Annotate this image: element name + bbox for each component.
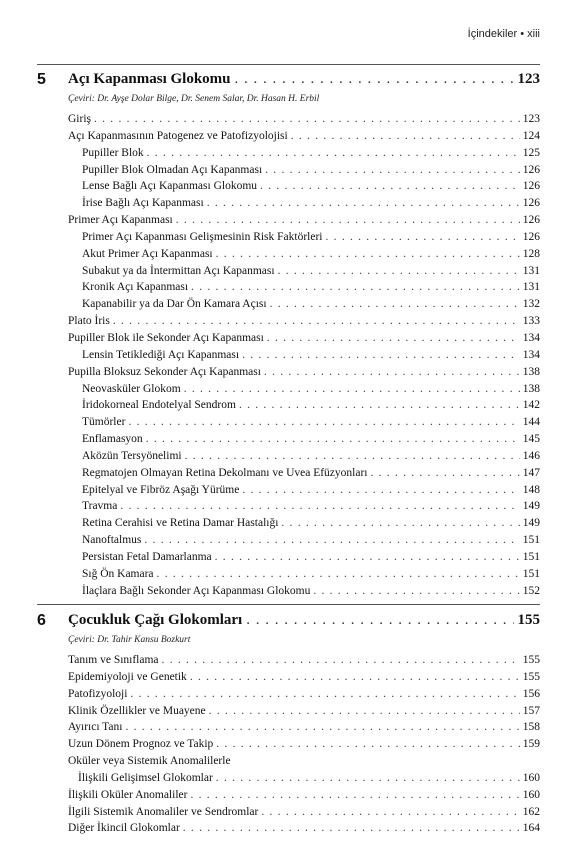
dot-leader [291, 128, 520, 145]
toc-entry[interactable] [68, 330, 540, 347]
toc-entry-label: Ayırıcı Tanı [68, 721, 123, 734]
toc-entry-label: İrise Bağlı Açı Kapanması [82, 197, 204, 210]
toc-entry-page: 128 [522, 247, 540, 260]
dot-leader [144, 532, 519, 549]
toc-entry-page: 151 [522, 534, 540, 547]
dot-leader [157, 566, 520, 583]
toc-entry-label: Lense Bağlı Açı Kapanması Glokomu [82, 180, 258, 193]
dot-leader [278, 263, 520, 280]
toc-entry-label: Kapanabilir ya da Dar Ön Kamara Açısı [82, 298, 267, 311]
dot-leader [176, 212, 520, 229]
toc-entry[interactable] [68, 804, 540, 821]
toc-entry-page: 124 [522, 129, 540, 142]
toc-entry-page: 149 [522, 500, 540, 513]
toc-entry-page: 156 [522, 687, 540, 700]
toc-entry[interactable] [68, 482, 540, 499]
toc-entry[interactable] [68, 296, 540, 313]
toc-entries [68, 652, 540, 837]
toc-entry[interactable] [68, 736, 540, 753]
dot-leader [216, 736, 519, 753]
toc-entry-page: 123 [522, 113, 540, 125]
toc-entry-label: Persistan Fetal Damarlanma [82, 550, 212, 563]
dot-leader [267, 330, 520, 347]
toc-entry[interactable] [68, 549, 540, 566]
toc-entry-page: 134 [522, 348, 540, 361]
toc-entry-page: 131 [522, 264, 540, 277]
dot-leader [120, 498, 519, 515]
chapter-number: 5 [37, 71, 46, 88]
dot-leader [191, 279, 520, 296]
toc-entry-label: İlişkili Gelişimsel Glokomlar [78, 771, 213, 784]
dot-leader [94, 111, 520, 128]
dot-leader [239, 397, 520, 414]
toc-entry[interactable] [68, 669, 540, 686]
toc-entry-page: 152 [522, 584, 540, 597]
dot-leader [281, 515, 519, 532]
toc-entry[interactable] [68, 111, 540, 128]
toc-entry-label: İridokorneal Endotelyal Sendrom [82, 399, 236, 412]
dot-leader [326, 229, 520, 246]
toc-entry[interactable] [68, 381, 540, 398]
toc-entry-label: İlişkili Oküler Anomaliler [68, 788, 188, 801]
toc-entry-label: Açı Kapanmasının Patogenez ve Patofizyolojisi [68, 129, 288, 142]
dot-leader [216, 770, 520, 787]
chapter-5-section [37, 71, 540, 599]
toc-entry-page: 148 [522, 483, 540, 496]
toc-entry-page: 126 [522, 163, 540, 176]
toc-entry-page: 131 [522, 281, 540, 294]
toc-entry-page: 138 [522, 365, 540, 378]
dot-leader [183, 820, 520, 837]
dot-leader [235, 71, 514, 88]
toc-entry-page: 126 [522, 214, 540, 227]
toc-entry-label: Kronik Açı Kapanması [82, 281, 189, 294]
toc-entry-label: Tanım ve Sınıflama [68, 654, 159, 666]
toc-entry-label: Pupilla Bloksuz Sekonder Açı Kapanması [68, 365, 261, 378]
toc-entry-label: Oküler veya Sistemik Anomalilerle [68, 755, 231, 768]
dot-leader [184, 381, 520, 398]
dot-leader [270, 296, 520, 313]
running-head: İçindekiler • xiii [467, 28, 540, 40]
toc-entry[interactable] [68, 212, 540, 229]
toc-entry[interactable] [68, 431, 540, 448]
toc-entry-page: 147 [522, 466, 540, 479]
toc-entry-label: Plato İris [68, 315, 110, 328]
toc-entry-label: Neovasküler Glokom [82, 382, 181, 395]
toc-entry-page: 133 [522, 315, 540, 328]
toc-entry[interactable] [68, 313, 540, 330]
toc-entry[interactable] [68, 686, 540, 703]
toc-entry-label: Giriş [68, 113, 91, 125]
toc-entry[interactable] [68, 364, 540, 381]
toc-entry[interactable] [68, 532, 540, 549]
dot-leader [246, 612, 513, 629]
toc-entry[interactable] [68, 128, 540, 145]
toc-entry[interactable] [68, 583, 540, 600]
toc-entry[interactable] [68, 719, 540, 736]
toc-entry-label: Lensin Tetiklediği Açı Kapanması [82, 348, 240, 361]
toc-entry-page: 160 [522, 788, 540, 801]
chapter-6-rule [37, 604, 540, 605]
chapter-6-section [37, 612, 540, 837]
dot-leader [146, 431, 520, 448]
toc-entry-label: Pupiller Blok ile Sekonder Açı Kapanması [68, 331, 264, 344]
toc-entry-page: 126 [522, 180, 540, 193]
toc-entry-page: 132 [522, 298, 540, 311]
toc-entry-label: Retina Cerahisi ve Retina Damar Hastalığı [82, 517, 279, 530]
dot-leader [265, 162, 520, 179]
toc-entry-label: Akut Primer Açı Kapanması [82, 247, 213, 260]
toc-entry[interactable] [68, 820, 540, 837]
toc-entry-page: 146 [522, 449, 540, 462]
toc-entry-label: Patofizyoloji [68, 687, 128, 700]
toc-entry-page: 151 [522, 567, 540, 580]
toc-entry[interactable] [68, 414, 540, 431]
dot-leader [261, 804, 519, 821]
dot-leader [242, 347, 520, 364]
chapter-page: 155 [517, 612, 540, 628]
toc-entry[interactable] [68, 753, 540, 770]
toc-entry-page: 149 [522, 517, 540, 530]
chapter-5-rule [37, 64, 540, 65]
toc-entry[interactable] [68, 162, 540, 179]
toc-entry-label: Epitelyal ve Fibröz Aşağı Yürüme [82, 483, 240, 496]
toc-entry[interactable] [68, 263, 540, 280]
toc-entry[interactable] [68, 787, 540, 804]
toc-entry-label: Sığ Ön Kamara [82, 567, 154, 580]
toc-entry-label: Subakut ya da İntermittan Açı Kapanması [82, 264, 275, 277]
toc-entry[interactable] [68, 566, 540, 583]
toc-entry-page: 142 [522, 399, 540, 412]
dot-leader [209, 703, 520, 720]
dot-leader [162, 652, 520, 669]
toc-entry[interactable] [68, 178, 540, 195]
toc-entry-page: 145 [522, 433, 540, 446]
toc-entry-page: 162 [522, 805, 540, 818]
toc-entry-page: 155 [522, 654, 540, 666]
toc-entry[interactable] [68, 770, 540, 787]
dot-leader [113, 313, 520, 330]
toc-entry-label: Tümörler [82, 416, 126, 429]
toc-entry-label: Diğer İkincil Glokomlar [68, 822, 180, 835]
toc-entry[interactable] [68, 246, 540, 263]
toc-entry[interactable] [68, 703, 540, 720]
chapter-translators: Çeviri: Dr. Tahir Kansu Bozkurt [68, 635, 191, 645]
dot-leader [216, 246, 520, 263]
toc-entry-label: Epidemiyoloji ve Genetik [68, 670, 187, 683]
toc-entry[interactable] [68, 279, 540, 296]
dot-leader [371, 465, 520, 482]
toc-entry-page: 134 [522, 331, 540, 344]
toc-entry[interactable] [68, 515, 540, 532]
toc-entry-page: 126 [522, 230, 540, 243]
dot-leader [185, 448, 520, 465]
dot-leader [215, 549, 520, 566]
toc-entry-page: 155 [522, 670, 540, 683]
toc-entry[interactable] [68, 498, 540, 515]
chapter-number: 6 [37, 612, 46, 629]
dot-leader [207, 195, 520, 212]
toc-entry-page: 125 [522, 146, 540, 159]
toc-entry-label: Pupiller Blok [82, 146, 144, 159]
toc-entry[interactable] [68, 448, 540, 465]
toc-entry-page: 151 [522, 550, 540, 563]
toc-entry[interactable] [68, 397, 540, 414]
toc-entry-page: 164 [522, 822, 540, 835]
toc-entry-label: Pupiller Blok Olmadan Açı Kapanması [82, 163, 263, 176]
chapter-translators: Çeviri: Dr. Ayşe Dolar Bilge, Dr. Senem Salar, Dr. Hasan H. Erbil [68, 94, 320, 104]
toc-entry-label: Primer Açı Kapanması Gelişmesinin Risk Faktörleri [82, 230, 323, 243]
toc-entry[interactable] [68, 145, 540, 162]
dot-leader [125, 719, 519, 736]
toc-entry-label: Enflamasyon [82, 433, 143, 446]
toc-entry-page: 160 [522, 771, 540, 784]
toc-entry-page: 158 [522, 721, 540, 734]
toc-entry-label: Nanoftalmus [82, 534, 142, 547]
toc-entry[interactable] [68, 652, 540, 669]
toc-entry-page: 159 [522, 738, 540, 751]
toc-entry-page: 126 [522, 197, 540, 210]
toc-entry-label: İlgili Sistemik Anomaliler ve Sendromlar [68, 805, 259, 818]
toc-entry-label: İlaçlara Bağlı Sekonder Açı Kapanması Glokomu [82, 584, 311, 597]
toc-entries [68, 111, 540, 599]
toc-entry[interactable] [68, 347, 540, 364]
dot-leader [260, 178, 520, 195]
toc-entry[interactable] [68, 229, 540, 246]
chapter-page: 123 [517, 71, 540, 87]
dot-leader [242, 482, 519, 499]
toc-entry-label: Primer Açı Kapanması [68, 214, 173, 227]
dot-leader [313, 583, 519, 600]
dot-leader [264, 364, 520, 381]
toc-entry-page: 144 [522, 416, 540, 429]
toc-entry-page: 138 [522, 382, 540, 395]
dot-leader [130, 686, 519, 703]
toc-entry-page: 157 [522, 704, 540, 717]
toc-entry-label: Aközün Tersyönelimi [82, 449, 182, 462]
toc-entry[interactable] [68, 195, 540, 212]
chapter-title[interactable]: Çocukluk Çağı Glokomları [68, 612, 243, 628]
toc-entry-label: Regmatojen Olmayan Retina Dekolmanı ve Uvea Efüzyonları [82, 466, 368, 479]
toc-entry-label: Uzun Dönem Prognoz ve Takip [68, 738, 214, 751]
dot-leader [147, 145, 520, 162]
dot-leader [190, 669, 520, 686]
chapter-title[interactable]: Açı Kapanması Glokomu [68, 71, 231, 87]
toc-entry[interactable] [68, 465, 540, 482]
dot-leader [128, 414, 519, 431]
toc-entry-label: Travma [82, 500, 118, 513]
dot-leader [190, 787, 519, 804]
toc-entry-label: Klinik Özellikler ve Muayene [68, 704, 206, 717]
